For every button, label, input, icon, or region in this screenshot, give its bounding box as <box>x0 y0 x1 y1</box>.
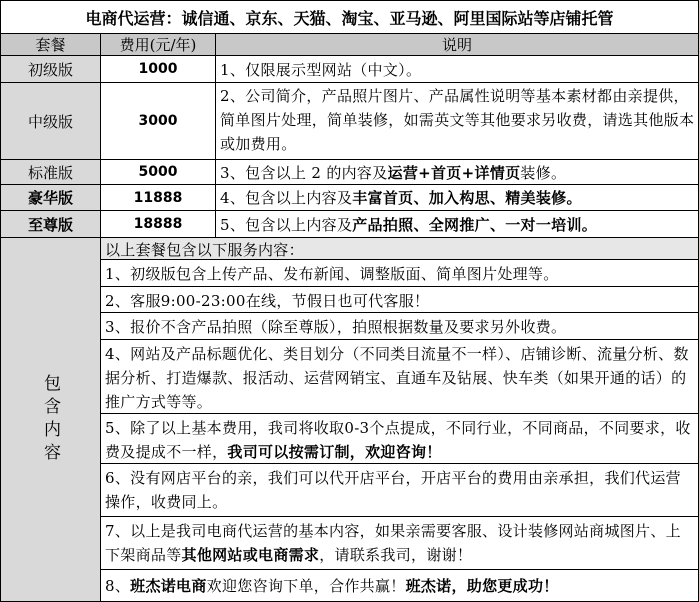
package-name: 初级版 <box>1 56 101 83</box>
text-segment: 8、 <box>105 577 131 595</box>
text-segment: 7、以上是我司电商代运营的基本内容，如果亲需要客服、设计装修网站商城图片、上下架商品等 <box>105 522 681 564</box>
bold-text: 我司可以按需订制，欢迎咨询！ <box>227 443 442 461</box>
service-item <box>101 464 698 517</box>
services-side-label <box>1 238 101 601</box>
package-name: 至尊版 <box>1 211 101 238</box>
sheet-title: 电商代运营：诚信通、京东、天猫、淘宝、亚马逊、阿里国际站等店铺托管 <box>1 1 698 34</box>
text-segment: 4、网站及产品标题优化、类目划分（不同类目流量不一样）、店铺诊断、流量分析、数据分析、打造爆款、报活动、运营网销宝、直通车及钻展、快车类（如果开通的话）的推广方式等等。 <box>105 345 689 411</box>
text-segment: 1、仅限展示型网站（中文）。 <box>220 60 422 79</box>
text-segment: 5、除了以上基本费用，我司将收取0-3个点提成，不同行业，不同商品，不同要求，收费及提成不一样， <box>105 419 691 461</box>
text-segment: 2、公司简介，产品照片图片、产品属性说明等基本素材都由亲提供，简单图片处理，简单装修，如需英文等其他要求另收费，请选其他版本或加费用。 <box>220 87 695 153</box>
text-segment: 3、报价不含产品拍照（除至尊版），拍照根据数量及要求另外收费。 <box>105 318 567 336</box>
bold-text: 运营+首页+详情页 <box>387 163 521 182</box>
text-segment: 装修。 <box>520 163 567 182</box>
text-segment: 欢迎您咨询下单，合作共赢！ <box>206 577 406 595</box>
text-segment: 3、包含以上 2 的内容及 <box>220 163 388 182</box>
package-description <box>216 185 698 211</box>
services-label-text: 包含内容 <box>40 373 60 466</box>
header-fee: 费用(元/年) <box>101 34 216 56</box>
services-header: 以上套餐包含以下服务内容： <box>101 238 698 260</box>
bold-text: 丰富首页、加入构思、精美装修。 <box>352 189 582 207</box>
header-package: 套餐 <box>1 34 101 56</box>
bold-text: 班杰诺电商 <box>130 577 207 595</box>
service-item <box>101 517 698 570</box>
package-fee: 5000 <box>101 160 216 185</box>
bold-text: 其他网站或电商需求 <box>181 546 320 564</box>
package-description <box>216 160 698 185</box>
service-item <box>101 570 698 601</box>
package-fee: 3000 <box>101 83 216 160</box>
service-item <box>101 260 698 287</box>
package-fee: 1000 <box>101 56 216 83</box>
service-item <box>101 287 698 313</box>
text-segment: 6、没有网店平台的亲，我们可以代开店平台，开店平台的费用由亲承担，我们代运营操作，收费同上。 <box>105 469 681 511</box>
service-item <box>101 340 698 414</box>
package-description <box>216 56 698 83</box>
service-item <box>101 414 698 464</box>
package-name: 标准版 <box>1 160 101 185</box>
package-description <box>216 211 698 238</box>
header-description: 说明 <box>216 34 698 56</box>
package-fee: 18888 <box>101 211 216 238</box>
text-segment: 1、初级版包含上传产品、发布新闻、调整版面、简单图片处理等。 <box>105 265 559 283</box>
package-name: 豪华版 <box>1 185 101 211</box>
text-segment: ，请联系我司，谢谢！ <box>319 546 473 564</box>
package-name: 中级版 <box>1 83 101 160</box>
text-segment: 5、包含以上内容及 <box>220 215 353 234</box>
package-fee: 11888 <box>101 185 216 211</box>
text-segment: 4、包含以上内容及 <box>220 189 353 207</box>
text-segment: 2、客服9:00-23:00在线，节假日也可代客服！ <box>105 292 430 310</box>
service-item <box>101 313 698 340</box>
bold-text: 产品拍照、全网推广、一对一培训。 <box>352 215 598 234</box>
package-description <box>216 83 698 160</box>
bold-text: 班杰诺，助您更成功！ <box>405 577 559 595</box>
